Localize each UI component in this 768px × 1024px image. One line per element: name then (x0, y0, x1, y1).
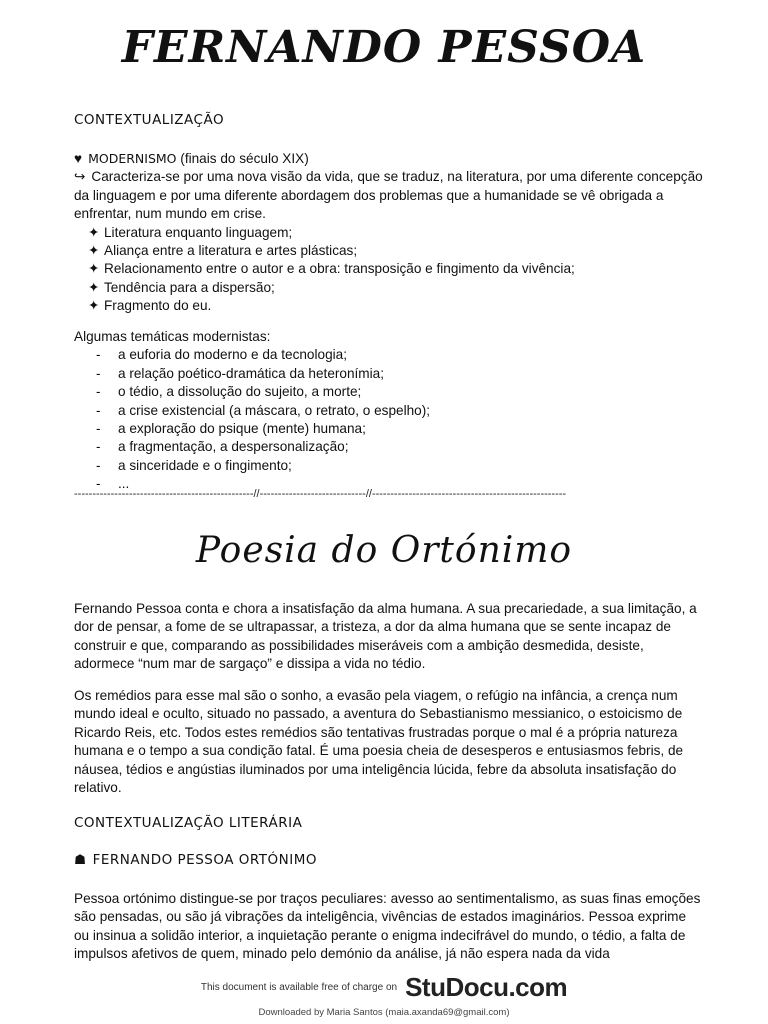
list-item: ✦ Fragmento do eu. (74, 297, 704, 315)
footer-row (0, 972, 768, 1003)
list-item: - ... (96, 476, 130, 492)
modernism-block (74, 150, 704, 316)
hook-arrow-icon: ↪ (74, 169, 86, 185)
document-title: FERNANDO PESSOA (121, 22, 647, 73)
features-list (74, 224, 704, 316)
list-item: - o tédio, a dissolução do sujeito, a morte; (96, 384, 362, 400)
star-icon: ✦ (88, 298, 100, 314)
studocu-logo[interactable]: StuDocu.com (405, 972, 568, 1002)
modernism-intro (74, 168, 704, 223)
star-icon: ✦ (88, 243, 100, 259)
themes-list (74, 346, 704, 493)
modernism-intro-text: Caracteriza-se por uma nova visão da vida, que se traduz, na literatura, por uma diferente concepção da linguagem e por uma diferente abordagem dos problemas que a humanidade se vê obrigada a enfrentar, num mundo em crise. (74, 169, 703, 222)
list-item: ✦ Aliança entre a literatura e artes plásticas; (74, 242, 704, 260)
download-note: Downloaded by Maria Santos (maia.axanda69@gmail.com) (258, 1007, 510, 1018)
modernism-line (74, 150, 704, 168)
studocu-footer (0, 972, 768, 1024)
star-icon: ✦ (88, 224, 100, 240)
footer-note: This document is available free of charge on (200, 982, 398, 993)
paragraph-2: Os remédios para esse mal são o sonho, a evasão pela viagem, o refúgio na infância, a crença num mundo ideal e oculto, situado no passado, a aventura do Sebastianismo messianico, o estoicismo de Ricardo Reis, etc. Todos estes remédios são tentativas frustradas porque o mal é a própria natureza humana e o tempo a sua condição fatal. É uma poesia cheia de desesperos e entusiasmos febris, de náusea, tédios e angústias iluminados por uma inteligência lúcida, febre da absoluta insatisfação do relativo. (74, 688, 684, 796)
list-item: - a euforia do moderno e da tecnologia; (96, 347, 347, 363)
paragraph-1: Fernando Pessoa conta e chora a insatisfação da alma humana. A sua precariedade, a sua limitação, a dor de pensar, a fome de se ultrapassar, a tristeza, a dor da alma humana que se sente incapaz de construir e que, comparando as possibilidades miseráveis com a ambição desmedida, desiste, adormece “num mar de sargaço” e dissipa a vida no tédio. (74, 601, 697, 672)
star-icon: ✦ (88, 261, 100, 277)
section-separator: -------------------------------------------------//-----------------------------//----------------------------------------------------- (74, 488, 567, 500)
list-item: - a exploração do psique (mente) humana; (96, 421, 366, 437)
heart-icon: ♥ (74, 151, 83, 166)
section-title-ortonimo: Poesia do Ortónimo (195, 530, 573, 571)
section-heading-contextualizacao: CONTEXTUALIZAÇÃO (74, 112, 225, 128)
list-item: ✦ Relacionamento entre o autor e a obra: transposição e fingimento da vivência; (74, 260, 704, 278)
modernism-label: MODERNISMO (88, 151, 177, 166)
list-item: - a crise existencial (a máscara, o retrato, o espelho); (96, 402, 431, 418)
list-item: ✦ Literatura enquanto linguagem; (74, 224, 704, 242)
subheading-ortonimo: ☗ FERNANDO PESSOA ORTÓNIMO (74, 852, 318, 868)
themes-intro: Algumas temáticas modernistas: (74, 329, 271, 344)
section-heading-literaria: CONTEXTUALIZAÇÃO LITERÁRIA (74, 815, 303, 831)
list-item: - a sinceridade e o fingimento; (96, 457, 292, 473)
house-icon: ☗ (74, 852, 87, 868)
list-item: - a relação poético-dramática da heteronímia; (96, 365, 384, 381)
themes-block (74, 328, 704, 494)
paragraph-3: Pessoa ortónimo distingue-se por traços peculiares: avesso ao sentimentalismo, as suas finas emoções são pensadas, ou são já vibrações da inteligência, vivências de estados imaginários. Pessoa exprime ou insinua a solidão interior, a inquietação perante o enigma indecifrável do mundo, o tédio, a falta de impulsos afetivos de quem, minado pelo demónio da análise, já não espera nada da vida (74, 891, 701, 962)
list-item: - a fragmentação, a despersonalização; (96, 439, 349, 455)
modernism-note: (finais do século XIX) (180, 151, 309, 166)
list-item: ✦ Tendência para a dispersão; (74, 279, 704, 297)
star-icon: ✦ (88, 279, 100, 295)
